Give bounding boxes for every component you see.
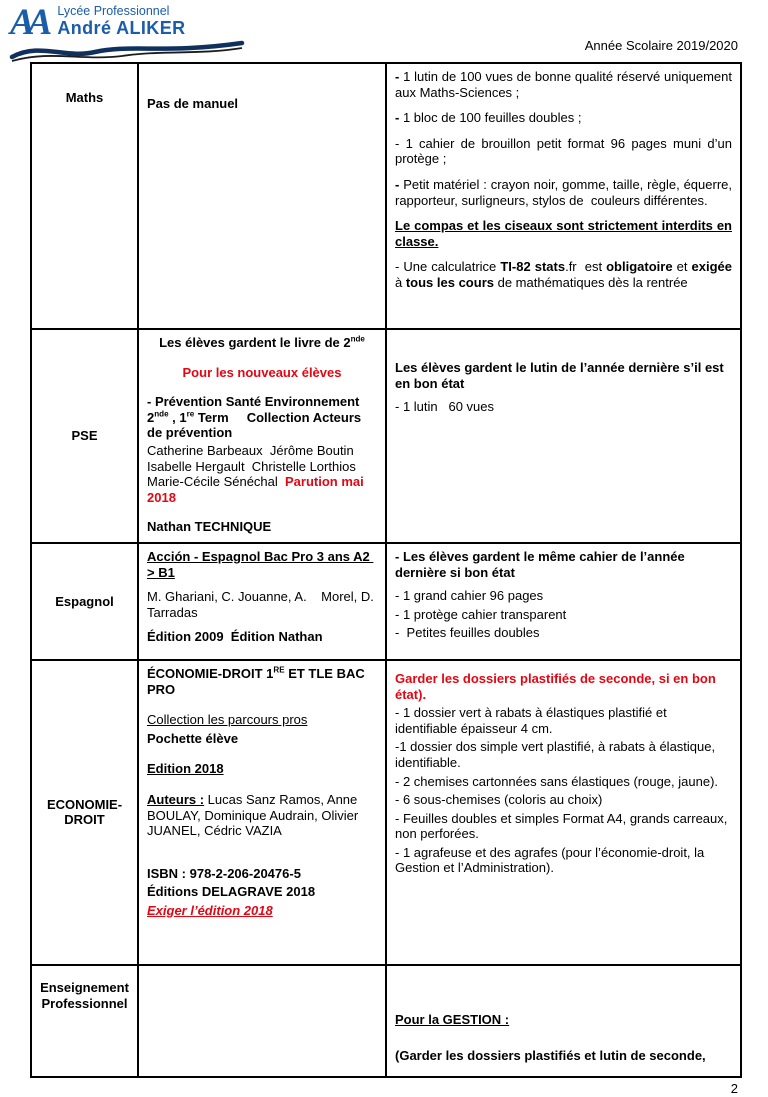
spacer xyxy=(147,842,377,852)
manual-cell-enseignement-professionnel xyxy=(138,965,386,1077)
text-segment: - Une calculatrice xyxy=(395,259,501,275)
paragraph xyxy=(395,69,732,100)
text-segment: - 1 grand cahier 96 pages xyxy=(395,588,544,604)
text-segment: - 2 chemises cartonnées sans élastiques (rouge, jaune). xyxy=(395,773,719,789)
supplies-cell-economie-droit xyxy=(386,660,741,965)
text-segment: (Garder les dossiers plastifiés et lutin de seconde, xyxy=(395,1047,706,1063)
text-segment: Petit matériel : crayon noir, gomme, taille, règle, équerre, rapporteur, surligneurs, stylos de couleurs différentes. xyxy=(395,176,732,208)
text-segment: de mathématiques dès la rentrée xyxy=(493,274,688,290)
paragraph xyxy=(395,399,732,415)
text-segment: ISBN : 978-2-206-20476-5 xyxy=(147,865,301,881)
paragraph xyxy=(147,589,377,620)
spacer xyxy=(147,700,377,710)
text-segment: Les élèves gardent le livre de 2 xyxy=(159,335,351,350)
text-segment: - xyxy=(395,110,403,126)
school-logo xyxy=(10,2,245,62)
manual-cell-pse xyxy=(138,329,386,543)
spacer xyxy=(147,382,377,392)
table-row-pse xyxy=(31,329,741,543)
text-segment: -1 dossier dos simple vert plastifié, à rabats à élastique, identifiable. xyxy=(395,739,716,770)
text-segment: - xyxy=(395,69,404,84)
paragraph xyxy=(147,394,377,441)
table-row-espagnol xyxy=(31,543,741,660)
paragraph xyxy=(147,666,377,697)
text-segment: Parution mai 2018 xyxy=(147,474,364,505)
table-row-economie-droit xyxy=(31,660,741,965)
text-segment: Acción - Espagnol Bac Pro 3 ans A2 > B1 xyxy=(147,548,374,580)
paragraph xyxy=(395,625,732,641)
logo-wave-icon xyxy=(10,40,245,62)
text-segment: , 1 xyxy=(168,409,187,425)
supplies-cell-maths xyxy=(386,63,741,329)
school-name-line2: André ALIKER xyxy=(57,17,186,38)
paragraph xyxy=(395,177,732,208)
paragraph xyxy=(395,774,732,790)
paragraph xyxy=(395,705,732,736)
spacer xyxy=(147,749,377,759)
text-segment: ÉCONOMIE-DROIT 1 xyxy=(147,665,274,681)
paragraph xyxy=(395,792,732,808)
school-name-line1: Lycée Professionnel xyxy=(57,4,170,18)
paragraph xyxy=(147,866,377,882)
text-segment: Edition 2018 xyxy=(147,761,224,777)
spacer xyxy=(147,854,377,864)
paragraph xyxy=(395,1012,732,1028)
text-segment: Pas de manuel xyxy=(147,96,239,111)
text-segment: - Petites feuilles doubles xyxy=(395,625,540,641)
paragraph xyxy=(395,259,732,290)
text-segment: Nathan TECHNIQUE xyxy=(147,519,272,535)
text-segment: Édition 2009 Édition Nathan xyxy=(147,629,323,645)
text-segment: Garder les dossiers plastifiés de seconde, si en bon état). xyxy=(395,670,716,702)
paragraph xyxy=(147,629,377,645)
text-segment: Collection les parcours pros xyxy=(147,712,308,728)
table-row-maths xyxy=(31,63,741,329)
text-segment: Éditions DELAGRAVE 2018 xyxy=(147,884,316,900)
text-segment: M. Ghariani, C. Jouanne, A. Morel, D. Tarradas xyxy=(147,589,374,620)
text-segment: TI-82 stats xyxy=(500,259,566,275)
subject-cell-economie-droit: ECONOMIE-DROIT xyxy=(31,660,138,965)
paragraph xyxy=(147,335,377,351)
text-segment: - 1 agrafeuse et des agrafes (pour l’économie-droit, la Gestion et l’Administration). xyxy=(395,844,705,876)
text-segment: Le compas et les ciseaux sont strictement interdits en classe. xyxy=(395,218,732,249)
paragraph xyxy=(147,549,377,580)
text-segment: - 6 sous-chemises (coloris au choix) xyxy=(395,792,603,808)
supplies-cell-pse xyxy=(386,329,741,543)
paragraph xyxy=(147,792,377,839)
paragraph xyxy=(395,671,732,702)
text-segment: - Prévention Santé Environnement 2 xyxy=(147,394,360,425)
text-segment: - Les élèves gardent le même cahier de l’année dernière si bon état xyxy=(395,548,685,580)
paragraph xyxy=(395,1048,732,1064)
text-segment: - 1 cahier de brouillon petit format 96 pages muni d’un protège ; xyxy=(395,135,732,167)
logo-aa-icon: AA xyxy=(10,2,46,44)
text-segment: et xyxy=(672,259,692,275)
page-header xyxy=(0,0,768,62)
paragraph xyxy=(147,443,377,505)
paragraph xyxy=(147,712,377,728)
subject-cell-pse: PSE xyxy=(31,329,138,543)
text-segment: - Feuilles doubles et simples Format A4, grands carreaux, non perforées. xyxy=(395,810,728,842)
text-segment: - 1 lutin 60 vues xyxy=(395,399,494,415)
spacer xyxy=(147,780,377,790)
paragraph xyxy=(147,96,377,112)
text-segment: RE xyxy=(273,665,285,675)
supplies-cell-enseignement-professionnel xyxy=(386,965,741,1077)
page-footer xyxy=(30,1081,738,1097)
text-segment: 1 bloc de 100 feuilles doubles ; xyxy=(402,110,582,126)
subject-cell-enseignement-professionnel: Enseignement Professionnel xyxy=(31,965,138,1077)
text-segment: nde xyxy=(350,334,365,344)
paragraph xyxy=(395,218,732,249)
paragraph xyxy=(395,845,732,876)
supplies-table xyxy=(30,62,742,1078)
manual-cell-maths xyxy=(138,63,386,329)
text-segment: exigée xyxy=(691,259,732,275)
text-segment: Lucas Sanz Ramos, Anne BOULAY, Dominique Audrain, Olivier JUANEL, Cédric VAZIA xyxy=(147,791,359,839)
text-segment: tous les cours xyxy=(405,274,494,290)
paragraph xyxy=(395,588,732,604)
subject-cell-maths: Maths xyxy=(31,63,138,329)
text-segment: nde xyxy=(154,409,169,419)
paragraph xyxy=(395,607,732,623)
text-segment: Term Collection Acteurs de prévention xyxy=(147,409,362,441)
spacer xyxy=(147,507,377,517)
paragraph xyxy=(395,136,732,167)
text-segment: Les élèves gardent le lutin de l’année dernière s’il est en bon état xyxy=(395,360,724,391)
paragraph xyxy=(147,519,377,535)
page-number: 2 xyxy=(730,1081,738,1097)
spacer xyxy=(147,353,377,363)
subject-cell-espagnol: Espagnol xyxy=(31,543,138,660)
text-segment: ET TLE BAC PRO xyxy=(147,665,365,697)
text-segment: Catherine Barbeaux Jérôme Boutin Isabelle Hergault Christelle Lorthios Marie-Cécile Sénéchal xyxy=(147,442,356,490)
paragraph xyxy=(395,811,732,842)
paragraph xyxy=(147,903,377,919)
text-segment: - 1 dossier vert à rabats à élastiques plastifié et identifiable épaisseur 4 cm. xyxy=(395,705,667,736)
spacer xyxy=(395,1036,732,1046)
text-segment: - xyxy=(395,176,404,192)
text-segment: Pochette élève xyxy=(147,730,239,746)
paragraph xyxy=(395,739,732,770)
school-name xyxy=(57,5,185,39)
text-segment: re xyxy=(186,409,195,419)
text-segment: Exiger l’édition 2018 xyxy=(147,902,273,918)
text-segment: Auteurs : xyxy=(147,791,205,807)
paragraph xyxy=(395,549,732,580)
table-row-enseignement-professionnel xyxy=(31,965,741,1077)
manual-cell-economie-droit xyxy=(138,660,386,965)
paragraph xyxy=(395,110,732,126)
paragraph xyxy=(147,365,377,381)
text-segment: à xyxy=(395,274,406,290)
text-segment: - 1 protège cahier transparent xyxy=(395,606,567,622)
school-year-label: Année Scolaire 2019/2020 xyxy=(584,38,738,53)
text-segment: 1 lutin de 100 vues de bonne qualité réservé uniquement aux Maths-Sciences ; xyxy=(395,69,732,100)
text-segment: .fr est xyxy=(565,259,607,275)
text-segment: Pour les nouveaux élèves xyxy=(182,364,342,380)
paragraph xyxy=(395,360,732,391)
paragraph xyxy=(147,761,377,777)
manual-cell-espagnol xyxy=(138,543,386,660)
paragraph xyxy=(147,884,377,900)
supplies-cell-espagnol xyxy=(386,543,741,660)
text-segment: obligatoire xyxy=(606,259,673,275)
school-logo-row xyxy=(10,2,245,44)
paragraph xyxy=(147,731,377,747)
text-segment: Pour la GESTION : xyxy=(395,1011,510,1027)
